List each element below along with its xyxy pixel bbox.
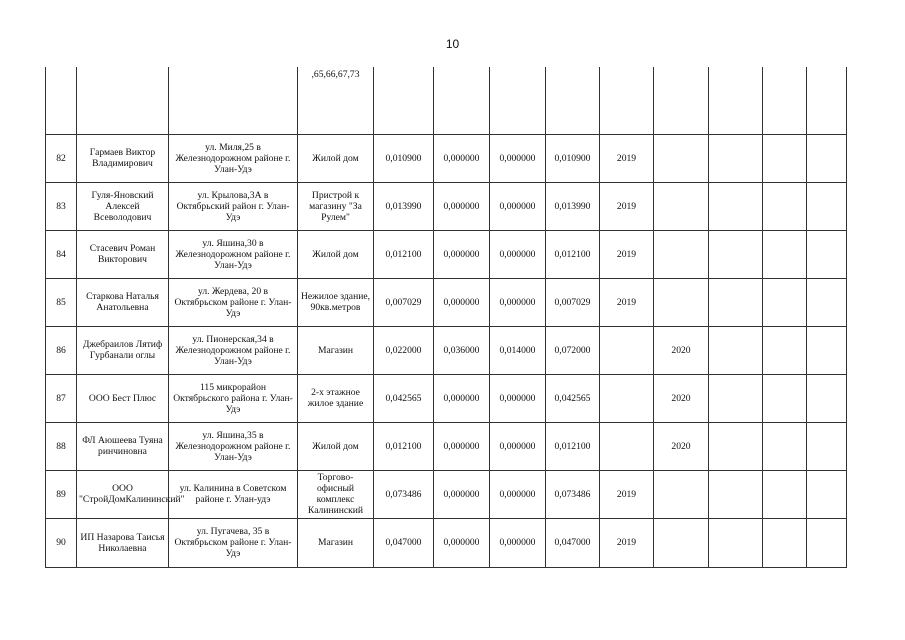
- extra-cell: [763, 518, 807, 567]
- extra-cell: [807, 422, 847, 470]
- capacity-total-cell: 0,042565: [546, 374, 600, 422]
- capacity-additional-cell: [490, 67, 546, 134]
- purpose-cell: Пристрой к магазину "За Рулем": [298, 182, 374, 230]
- table-row: [46, 230, 847, 278]
- extra-cell: [709, 278, 763, 326]
- year-2020-cell: [654, 230, 709, 278]
- capacity-existing-cell: 0,022000: [374, 326, 434, 374]
- address-cell: ул. Пионерская,34 в Железнодорожном районе г. Улан-Удэ: [169, 326, 298, 374]
- extra-cell: [807, 278, 847, 326]
- year-2019-cell: 2019: [600, 470, 654, 518]
- capacity-new-cell: 0,000000: [434, 182, 490, 230]
- extra-cell: [709, 67, 763, 134]
- extra-cell: [763, 230, 807, 278]
- address-cell: 115 микрорайон Октябрьского района г. Улан-Удэ: [169, 374, 298, 422]
- year-2019-cell: [600, 422, 654, 470]
- row-number-cell: [46, 67, 77, 134]
- table-row: [46, 326, 847, 374]
- table-row: [46, 470, 847, 518]
- year-2020-cell: 2020: [654, 374, 709, 422]
- owner-cell: [77, 67, 169, 134]
- purpose-cell: Магазин: [298, 326, 374, 374]
- capacity-additional-cell: 0,000000: [490, 470, 546, 518]
- connections-table: [45, 67, 847, 568]
- extra-cell: [807, 230, 847, 278]
- capacity-total-cell: 0,073486: [546, 470, 600, 518]
- year-2019-cell: 2019: [600, 230, 654, 278]
- capacity-total-cell: 0,010900: [546, 134, 600, 182]
- extra-cell: [709, 518, 763, 567]
- table-row: [46, 134, 847, 182]
- year-2020-cell: [654, 518, 709, 567]
- address-cell: ул. Миля,25 в Железнодорожном районе г. Улан-Удэ: [169, 134, 298, 182]
- row-number-cell: 86: [46, 326, 77, 374]
- extra-cell: [763, 278, 807, 326]
- page-number: 10: [445, 37, 460, 51]
- capacity-existing-cell: 0,047000: [374, 518, 434, 567]
- year-2020-cell: [654, 470, 709, 518]
- year-2019-cell: 2019: [600, 134, 654, 182]
- capacity-new-cell: [434, 67, 490, 134]
- capacity-existing-cell: 0,007029: [374, 278, 434, 326]
- extra-cell: [709, 182, 763, 230]
- year-2020-cell: 2020: [654, 326, 709, 374]
- capacity-new-cell: 0,000000: [434, 470, 490, 518]
- extra-cell: [763, 374, 807, 422]
- row-number-cell: 87: [46, 374, 77, 422]
- purpose-cell: 2-х этажное жилое здание: [298, 374, 374, 422]
- purpose-cell: Торгово-офисный комплекс Калининский: [298, 470, 374, 518]
- capacity-additional-cell: 0,000000: [490, 422, 546, 470]
- extra-cell: [763, 422, 807, 470]
- row-number-cell: 85: [46, 278, 77, 326]
- owner-cell: ИП Назарова Таисья Николаевна: [77, 518, 169, 567]
- capacity-new-cell: 0,036000: [434, 326, 490, 374]
- extra-cell: [807, 374, 847, 422]
- year-2019-cell: [600, 67, 654, 134]
- table-row: [46, 422, 847, 470]
- capacity-total-cell: 0,013990: [546, 182, 600, 230]
- year-2019-cell: [600, 326, 654, 374]
- extra-cell: [763, 470, 807, 518]
- purpose-cell: Жилой дом: [298, 422, 374, 470]
- year-2020-cell: 2020: [654, 422, 709, 470]
- year-2019-cell: [600, 374, 654, 422]
- capacity-existing-cell: [374, 67, 434, 134]
- capacity-total-cell: 0,012100: [546, 422, 600, 470]
- address-cell: ул. Калинина в Советском районе г. Улан-удэ: [169, 470, 298, 518]
- owner-cell: ФЛ Аюшеева Туяна ринчиновна: [77, 422, 169, 470]
- capacity-additional-cell: 0,000000: [490, 518, 546, 567]
- extra-cell: [807, 470, 847, 518]
- row-number-cell: 90: [46, 518, 77, 567]
- capacity-additional-cell: 0,000000: [490, 134, 546, 182]
- capacity-new-cell: 0,000000: [434, 230, 490, 278]
- address-cell: [169, 67, 298, 134]
- capacity-additional-cell: 0,014000: [490, 326, 546, 374]
- owner-cell: Гармаев Виктор Владимирович: [77, 134, 169, 182]
- address-cell: ул. Яшина,30 в Железнодорожном районе г. Улан-Удэ: [169, 230, 298, 278]
- table-row: [46, 518, 847, 567]
- table-body: [46, 67, 847, 567]
- extra-cell: [709, 422, 763, 470]
- capacity-total-cell: 0,047000: [546, 518, 600, 567]
- capacity-total-cell: 0,007029: [546, 278, 600, 326]
- capacity-new-cell: 0,000000: [434, 134, 490, 182]
- row-number-cell: 83: [46, 182, 77, 230]
- purpose-cell: Магазин: [298, 518, 374, 567]
- purpose-cell: Жилой дом: [298, 230, 374, 278]
- row-number-cell: 84: [46, 230, 77, 278]
- table-row: [46, 67, 847, 134]
- row-number-cell: 88: [46, 422, 77, 470]
- year-2020-cell: [654, 134, 709, 182]
- capacity-new-cell: 0,000000: [434, 422, 490, 470]
- year-2019-cell: 2019: [600, 518, 654, 567]
- capacity-existing-cell: 0,010900: [374, 134, 434, 182]
- year-2019-cell: 2019: [600, 278, 654, 326]
- capacity-additional-cell: 0,000000: [490, 230, 546, 278]
- row-number-cell: 89: [46, 470, 77, 518]
- address-cell: ул. Жердева, 20 в Октябрьском районе г. Улан-Удэ: [169, 278, 298, 326]
- owner-cell: ООО "СтройДомКалининский": [77, 470, 169, 518]
- capacity-additional-cell: 0,000000: [490, 374, 546, 422]
- capacity-additional-cell: 0,000000: [490, 182, 546, 230]
- year-2020-cell: [654, 278, 709, 326]
- extra-cell: [807, 134, 847, 182]
- owner-cell: ООО Бест Плюс: [77, 374, 169, 422]
- capacity-total-cell: [546, 67, 600, 134]
- table-row: [46, 278, 847, 326]
- capacity-new-cell: 0,000000: [434, 374, 490, 422]
- extra-cell: [709, 374, 763, 422]
- capacity-existing-cell: 0,012100: [374, 422, 434, 470]
- extra-cell: [763, 182, 807, 230]
- owner-cell: Джебраилов Лятиф Гурбанали оглы: [77, 326, 169, 374]
- capacity-total-cell: 0,012100: [546, 230, 600, 278]
- purpose-cell: Жилой дом: [298, 134, 374, 182]
- capacity-existing-cell: 0,073486: [374, 470, 434, 518]
- table-row: [46, 182, 847, 230]
- extra-cell: [709, 470, 763, 518]
- owner-cell: Стасевич Роман Викторович: [77, 230, 169, 278]
- owner-cell: Старкова Наталья Анатольевна: [77, 278, 169, 326]
- extra-cell: [709, 326, 763, 374]
- capacity-new-cell: 0,000000: [434, 278, 490, 326]
- capacity-existing-cell: 0,012100: [374, 230, 434, 278]
- extra-cell: [709, 134, 763, 182]
- address-cell: ул. Пугачева, 35 в Октябрьском районе г. Улан-Удэ: [169, 518, 298, 567]
- year-2020-cell: [654, 67, 709, 134]
- capacity-total-cell: 0,072000: [546, 326, 600, 374]
- year-2019-cell: 2019: [600, 182, 654, 230]
- extra-cell: [807, 518, 847, 567]
- capacity-existing-cell: 0,042565: [374, 374, 434, 422]
- address-cell: ул. Яшина,35 в Железнодорожном районе г. Улан-Удэ: [169, 422, 298, 470]
- table-row: [46, 374, 847, 422]
- row-number-cell: 82: [46, 134, 77, 182]
- capacity-additional-cell: 0,000000: [490, 278, 546, 326]
- extra-cell: [807, 326, 847, 374]
- address-cell: ул. Крылова,3А в Октябрьский район г. Улан-Удэ: [169, 182, 298, 230]
- extra-cell: [763, 326, 807, 374]
- year-2020-cell: [654, 182, 709, 230]
- extra-cell: [763, 134, 807, 182]
- purpose-cell: Нежилое здание, 90кв.метров: [298, 278, 374, 326]
- extra-cell: [807, 67, 847, 134]
- purpose-cell: ,65,66,67,73: [298, 67, 374, 134]
- owner-cell: Гуля-Яновский Алексей Всеволодович: [77, 182, 169, 230]
- capacity-new-cell: 0,000000: [434, 518, 490, 567]
- extra-cell: [807, 182, 847, 230]
- extra-cell: [709, 230, 763, 278]
- extra-cell: [763, 67, 807, 134]
- capacity-existing-cell: 0,013990: [374, 182, 434, 230]
